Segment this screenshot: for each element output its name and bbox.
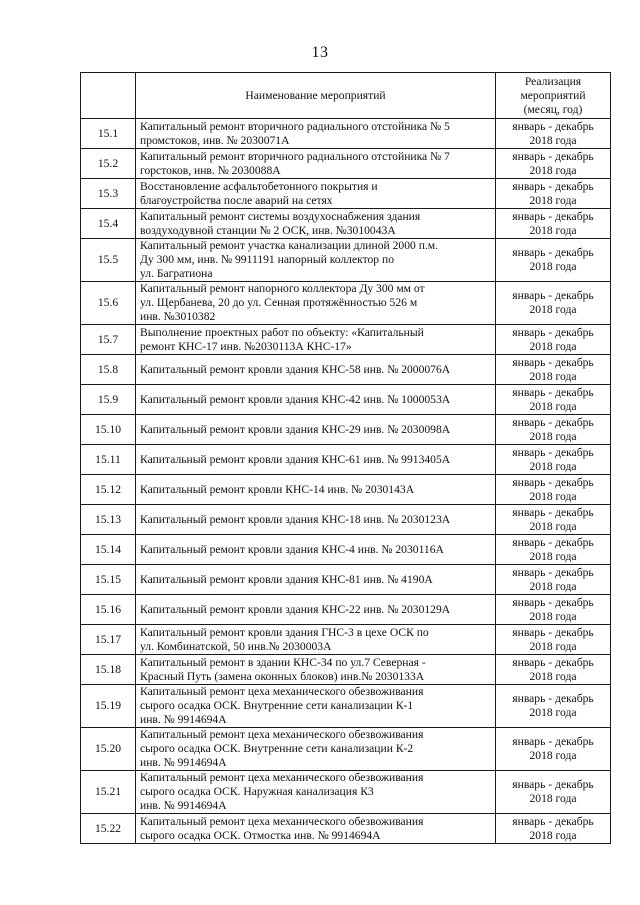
row-period-line: 2018 года	[529, 429, 577, 443]
table-row	[81, 728, 611, 771]
row-period-line: январь - декабрь	[512, 778, 594, 791]
row-name-line: Капитальный ремонт цеха механического обезвоживания	[140, 814, 424, 828]
row-name-line: Капитальный ремонт участка канализации длиной 2000 п.м.	[140, 239, 439, 252]
row-name-cell	[136, 239, 496, 282]
row-name-cell	[136, 445, 496, 475]
header-number-cell	[81, 73, 136, 119]
row-period-line: январь - декабрь	[512, 505, 594, 519]
row-name-cell	[136, 149, 496, 179]
row-number-cell: 15.19	[81, 685, 136, 728]
row-period-line: 2018 года	[529, 792, 577, 805]
row-period-cell	[496, 415, 611, 445]
row-name-line: сырого осадка ОСК. Внутренние сети канализации К-1	[140, 699, 414, 712]
row-period-line: 2018 года	[529, 339, 577, 353]
page-number: 13	[311, 44, 329, 61]
row-number-cell: 15.11	[81, 445, 136, 475]
row-period-line: январь - декабрь	[512, 355, 594, 369]
row-period-line: 2018 года	[529, 303, 577, 316]
row-name-line: Капитальный ремонт кровли здания КНС-18 инв. № 2030123А	[140, 512, 451, 526]
row-period-cell	[496, 625, 611, 655]
row-name-line: Красный Путь (замена оконных блоков) инв.№ 2030133А	[140, 669, 425, 683]
row-name-cell	[136, 728, 496, 771]
table-row	[81, 475, 611, 505]
row-name-line: сырого осадка ОСК. Отмостка инв. № 9914694А	[140, 828, 381, 842]
row-name-line: Капитальный ремонт в здании КНС-34 по ул.7 Северная -	[140, 655, 426, 669]
row-name-line: Капитальный ремонт системы воздухоснабжения здания	[140, 209, 421, 223]
table-row	[81, 355, 611, 385]
row-period-cell	[496, 209, 611, 239]
table-row	[81, 771, 611, 814]
row-name-line: Капитальный ремонт кровли здания ГНС-3 в цехе ОСК по	[140, 625, 429, 639]
row-period-line: январь - декабрь	[512, 735, 594, 748]
row-period-line: январь - декабрь	[512, 565, 594, 579]
row-period-line: январь - декабрь	[512, 445, 594, 459]
row-name-line: ул. Щербанева, 20 до ул. Сенная протяжённостью 526 м	[140, 296, 418, 309]
row-number-cell: 15.9	[81, 385, 136, 415]
row-period-cell	[496, 325, 611, 355]
row-number-cell: 15.1	[81, 119, 136, 149]
row-name-cell	[136, 595, 496, 625]
row-number-cell: 15.17	[81, 625, 136, 655]
row-period-line: январь - декабрь	[512, 325, 594, 339]
row-number-cell: 15.2	[81, 149, 136, 179]
row-name-line: Капитальный ремонт цеха механического обезвоживания	[140, 728, 424, 741]
row-period-line: 2018 года	[529, 549, 577, 563]
row-period-line: 2018 года	[529, 669, 577, 683]
row-period-line: январь - декабрь	[512, 692, 594, 705]
header-period-cell	[496, 73, 611, 119]
row-number-cell: 15.18	[81, 655, 136, 685]
row-number-cell: 15.16	[81, 595, 136, 625]
row-period-line: январь - декабрь	[512, 535, 594, 549]
table-row	[81, 385, 611, 415]
row-name-line: ул. Багратиона	[140, 267, 213, 280]
row-number-cell: 15.6	[81, 282, 136, 325]
table-row	[81, 814, 611, 844]
row-name-cell	[136, 209, 496, 239]
row-name-cell	[136, 625, 496, 655]
row-period-cell	[496, 179, 611, 209]
row-number-cell: 15.5	[81, 239, 136, 282]
row-period-line: 2018 года	[529, 828, 577, 842]
header-period-line: мероприятий	[520, 88, 586, 102]
row-period-cell	[496, 771, 611, 814]
row-name-line: Капитальный ремонт кровли здания КНС-58 инв. № 2000076А	[140, 362, 451, 376]
row-period-cell	[496, 655, 611, 685]
row-name-cell	[136, 119, 496, 149]
row-name-line: инв. № 9914694А	[140, 756, 227, 769]
row-period-line: январь - декабрь	[512, 595, 594, 609]
row-period-cell	[496, 505, 611, 535]
row-name-line: Капитальный ремонт цеха механического обезвоживания	[140, 685, 424, 698]
row-name-cell	[136, 505, 496, 535]
table-row	[81, 149, 611, 179]
row-name-cell	[136, 385, 496, 415]
row-name-line: Капитальный ремонт кровли здания КНС-22 инв. № 2030129А	[140, 602, 451, 616]
row-period-cell	[496, 475, 611, 505]
table-row	[81, 535, 611, 565]
row-period-line: январь - декабрь	[512, 625, 594, 639]
row-name-line: Капитальный ремонт напорного коллектора Ду 300 мм от	[140, 282, 425, 295]
row-period-cell	[496, 385, 611, 415]
row-period-line: 2018 года	[529, 399, 577, 413]
row-name-line: Капитальный ремонт кровли здания КНС-4 инв. № 2030116А	[140, 542, 444, 556]
row-period-line: 2018 года	[529, 223, 577, 237]
row-name-line: ремонт КНС-17 инв. №2030113А КНС-17»	[140, 339, 352, 353]
row-period-cell	[496, 535, 611, 565]
table-header-row	[81, 73, 611, 119]
row-name-cell	[136, 685, 496, 728]
row-period-line: 2018 года	[529, 706, 577, 719]
row-period-cell	[496, 595, 611, 625]
table-row	[81, 625, 611, 655]
row-name-line: воздуходувной станции № 2 ОСК, инв. №3010043А	[140, 223, 396, 237]
row-number-cell: 15.10	[81, 415, 136, 445]
table-row	[81, 282, 611, 325]
row-name-cell	[136, 475, 496, 505]
row-period-line: 2018 года	[529, 609, 577, 623]
row-name-cell	[136, 565, 496, 595]
header-period-line: Реализация	[524, 74, 582, 88]
row-period-line: 2018 года	[529, 519, 577, 533]
table-row	[81, 595, 611, 625]
row-name-line: Капитальный ремонт кровли КНС-14 инв. № 2030143А	[140, 482, 415, 496]
measures-table	[80, 72, 611, 844]
row-period-line: 2018 года	[529, 260, 577, 273]
row-period-line: январь - декабрь	[512, 475, 594, 489]
table-row	[81, 179, 611, 209]
row-period-line: январь - декабрь	[512, 119, 594, 133]
row-name-cell	[136, 814, 496, 844]
row-name-line: сырого осадка ОСК. Наружная канализация К3	[140, 785, 374, 798]
row-name-line: инв. № 9914694А	[140, 713, 227, 726]
row-number-cell: 15.8	[81, 355, 136, 385]
row-name-line: промстоков, инв. № 2030071А	[140, 133, 290, 147]
row-name-cell	[136, 355, 496, 385]
table-row	[81, 325, 611, 355]
row-period-cell	[496, 355, 611, 385]
row-name-line: инв. №3010382	[140, 310, 216, 323]
row-name-cell	[136, 535, 496, 565]
row-name-cell	[136, 325, 496, 355]
row-name-line: Капитальный ремонт кровли здания КНС-81 инв. № 4190А	[140, 572, 433, 586]
row-number-cell: 15.3	[81, 179, 136, 209]
row-period-cell	[496, 728, 611, 771]
row-name-line: Капитальный ремонт кровли здания КНС-29 инв. № 2030098А	[140, 422, 451, 436]
row-period-cell	[496, 119, 611, 149]
header-name-cell: Наименование мероприятий	[136, 73, 496, 119]
table-body	[81, 119, 611, 844]
row-period-line: 2018 года	[529, 579, 577, 593]
row-period-line: январь - декабрь	[512, 289, 594, 302]
row-name-line: инв. № 9914694А	[140, 799, 227, 812]
row-period-line: 2018 года	[529, 489, 577, 503]
row-period-line: январь - декабрь	[512, 415, 594, 429]
table-row	[81, 119, 611, 149]
table-row	[81, 655, 611, 685]
row-name-cell	[136, 282, 496, 325]
row-name-cell	[136, 179, 496, 209]
row-period-line: январь - декабрь	[512, 179, 594, 193]
row-period-line: январь - декабрь	[512, 209, 594, 223]
row-number-cell: 15.20	[81, 728, 136, 771]
row-number-cell: 15.14	[81, 535, 136, 565]
row-period-cell	[496, 445, 611, 475]
row-name-line: Капитальный ремонт кровли здания КНС-42 инв. № 1000053А	[140, 392, 451, 406]
row-name-cell	[136, 655, 496, 685]
row-period-line: январь - декабрь	[512, 149, 594, 163]
row-period-line: 2018 года	[529, 133, 577, 147]
table-row	[81, 445, 611, 475]
row-name-line: Выполнение проектных работ по объекту: «Капитальный	[140, 325, 424, 339]
table-row	[81, 565, 611, 595]
row-number-cell: 15.21	[81, 771, 136, 814]
row-period-line: январь - декабрь	[512, 385, 594, 399]
table-row	[81, 685, 611, 728]
table-row	[81, 209, 611, 239]
row-period-cell	[496, 282, 611, 325]
row-period-line: 2018 года	[529, 749, 577, 762]
row-number-cell: 15.13	[81, 505, 136, 535]
row-name-line: Капитальный ремонт цеха механического обезвоживания	[140, 771, 424, 784]
row-period-cell	[496, 149, 611, 179]
row-name-line: Ду 300 мм, инв. № 9911191 напорный коллектор по	[140, 253, 395, 266]
row-number-cell: 15.4	[81, 209, 136, 239]
table-row	[81, 415, 611, 445]
row-period-line: январь - декабрь	[512, 246, 594, 259]
row-name-line: благоустройства после аварий на сетях	[140, 193, 333, 207]
row-name-line: горстоков, инв. № 2030088А	[140, 163, 281, 177]
row-period-cell	[496, 685, 611, 728]
row-period-cell	[496, 565, 611, 595]
row-period-line: 2018 года	[529, 459, 577, 473]
row-number-cell: 15.15	[81, 565, 136, 595]
row-number-cell: 15.12	[81, 475, 136, 505]
row-period-line: январь - декабрь	[512, 655, 594, 669]
row-period-line: 2018 года	[529, 369, 577, 383]
row-name-cell	[136, 771, 496, 814]
row-period-line: 2018 года	[529, 639, 577, 653]
header-period-line: (месяц, год)	[523, 102, 583, 116]
row-name-line: сырого осадка ОСК. Внутренние сети канализации К-2	[140, 742, 414, 755]
row-period-line: 2018 года	[529, 163, 577, 177]
row-period-cell	[496, 814, 611, 844]
row-name-line: Капитальный ремонт вторичного радиального отстойника № 5	[140, 119, 450, 133]
row-name-line: ул. Комбинатской, 50 инв.№ 2030003А	[140, 639, 332, 653]
row-name-line: Восстановление асфальтобетонного покрытия и	[140, 179, 378, 193]
row-number-cell: 15.22	[81, 814, 136, 844]
table-row	[81, 239, 611, 282]
row-name-line: Капитальный ремонт вторичного радиального отстойника № 7	[140, 149, 450, 163]
row-name-line: Капитальный ремонт кровли здания КНС-61 инв. № 9913405А	[140, 452, 451, 466]
row-period-cell	[496, 239, 611, 282]
row-period-line: январь - декабрь	[512, 814, 594, 828]
table-row	[81, 505, 611, 535]
row-number-cell: 15.7	[81, 325, 136, 355]
row-name-cell	[136, 415, 496, 445]
row-period-line: 2018 года	[529, 193, 577, 207]
